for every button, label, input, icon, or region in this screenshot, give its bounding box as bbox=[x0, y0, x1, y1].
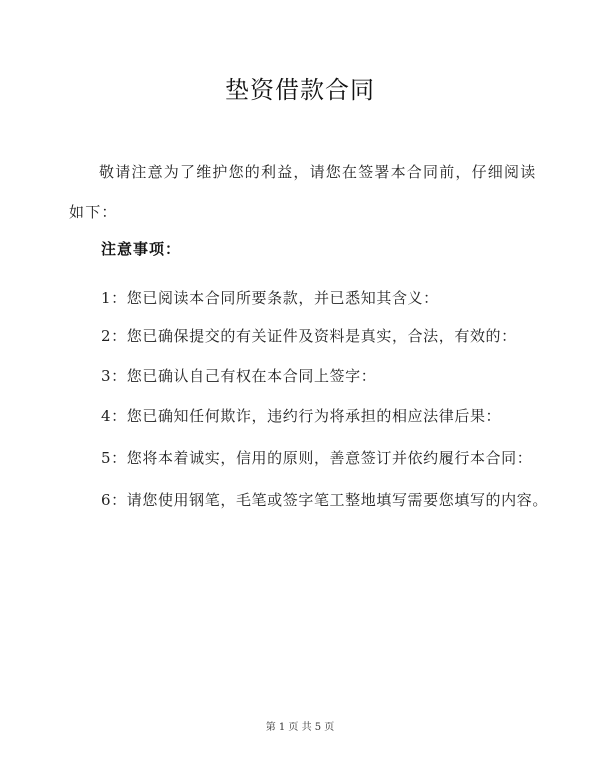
notice-item-6: 6：请您使用钢笔，毛笔或签字笔工整地填写需要您填写的内容。 bbox=[101, 491, 548, 509]
notice-item-5: 5：您将本着诚实，信用的原则，善意签订并依约履行本合同： bbox=[101, 449, 533, 467]
notice-item-3: 3：您已确认自己有权在本合同上签字： bbox=[101, 367, 377, 385]
document-title: 垫资借款合同 bbox=[225, 76, 375, 104]
notice-item-1: 1：您已阅读本合同所要条款，并已悉知其含义： bbox=[101, 289, 439, 307]
notice-heading: 注意事项： bbox=[101, 240, 182, 258]
notice-item-4: 4：您已确知任何欺诈，违约行为将承担的相应法律后果： bbox=[101, 407, 502, 425]
page-number-footer: 第 1 页 共 5 页 bbox=[265, 722, 335, 733]
notice-item-2: 2：您已确保提交的有关证件及资料是真实，合法，有效的： bbox=[101, 327, 517, 345]
intro-paragraph: 敬请注意为了维护您的利益，请您在签署本合同前，仔细阅读如下： bbox=[69, 163, 537, 221]
